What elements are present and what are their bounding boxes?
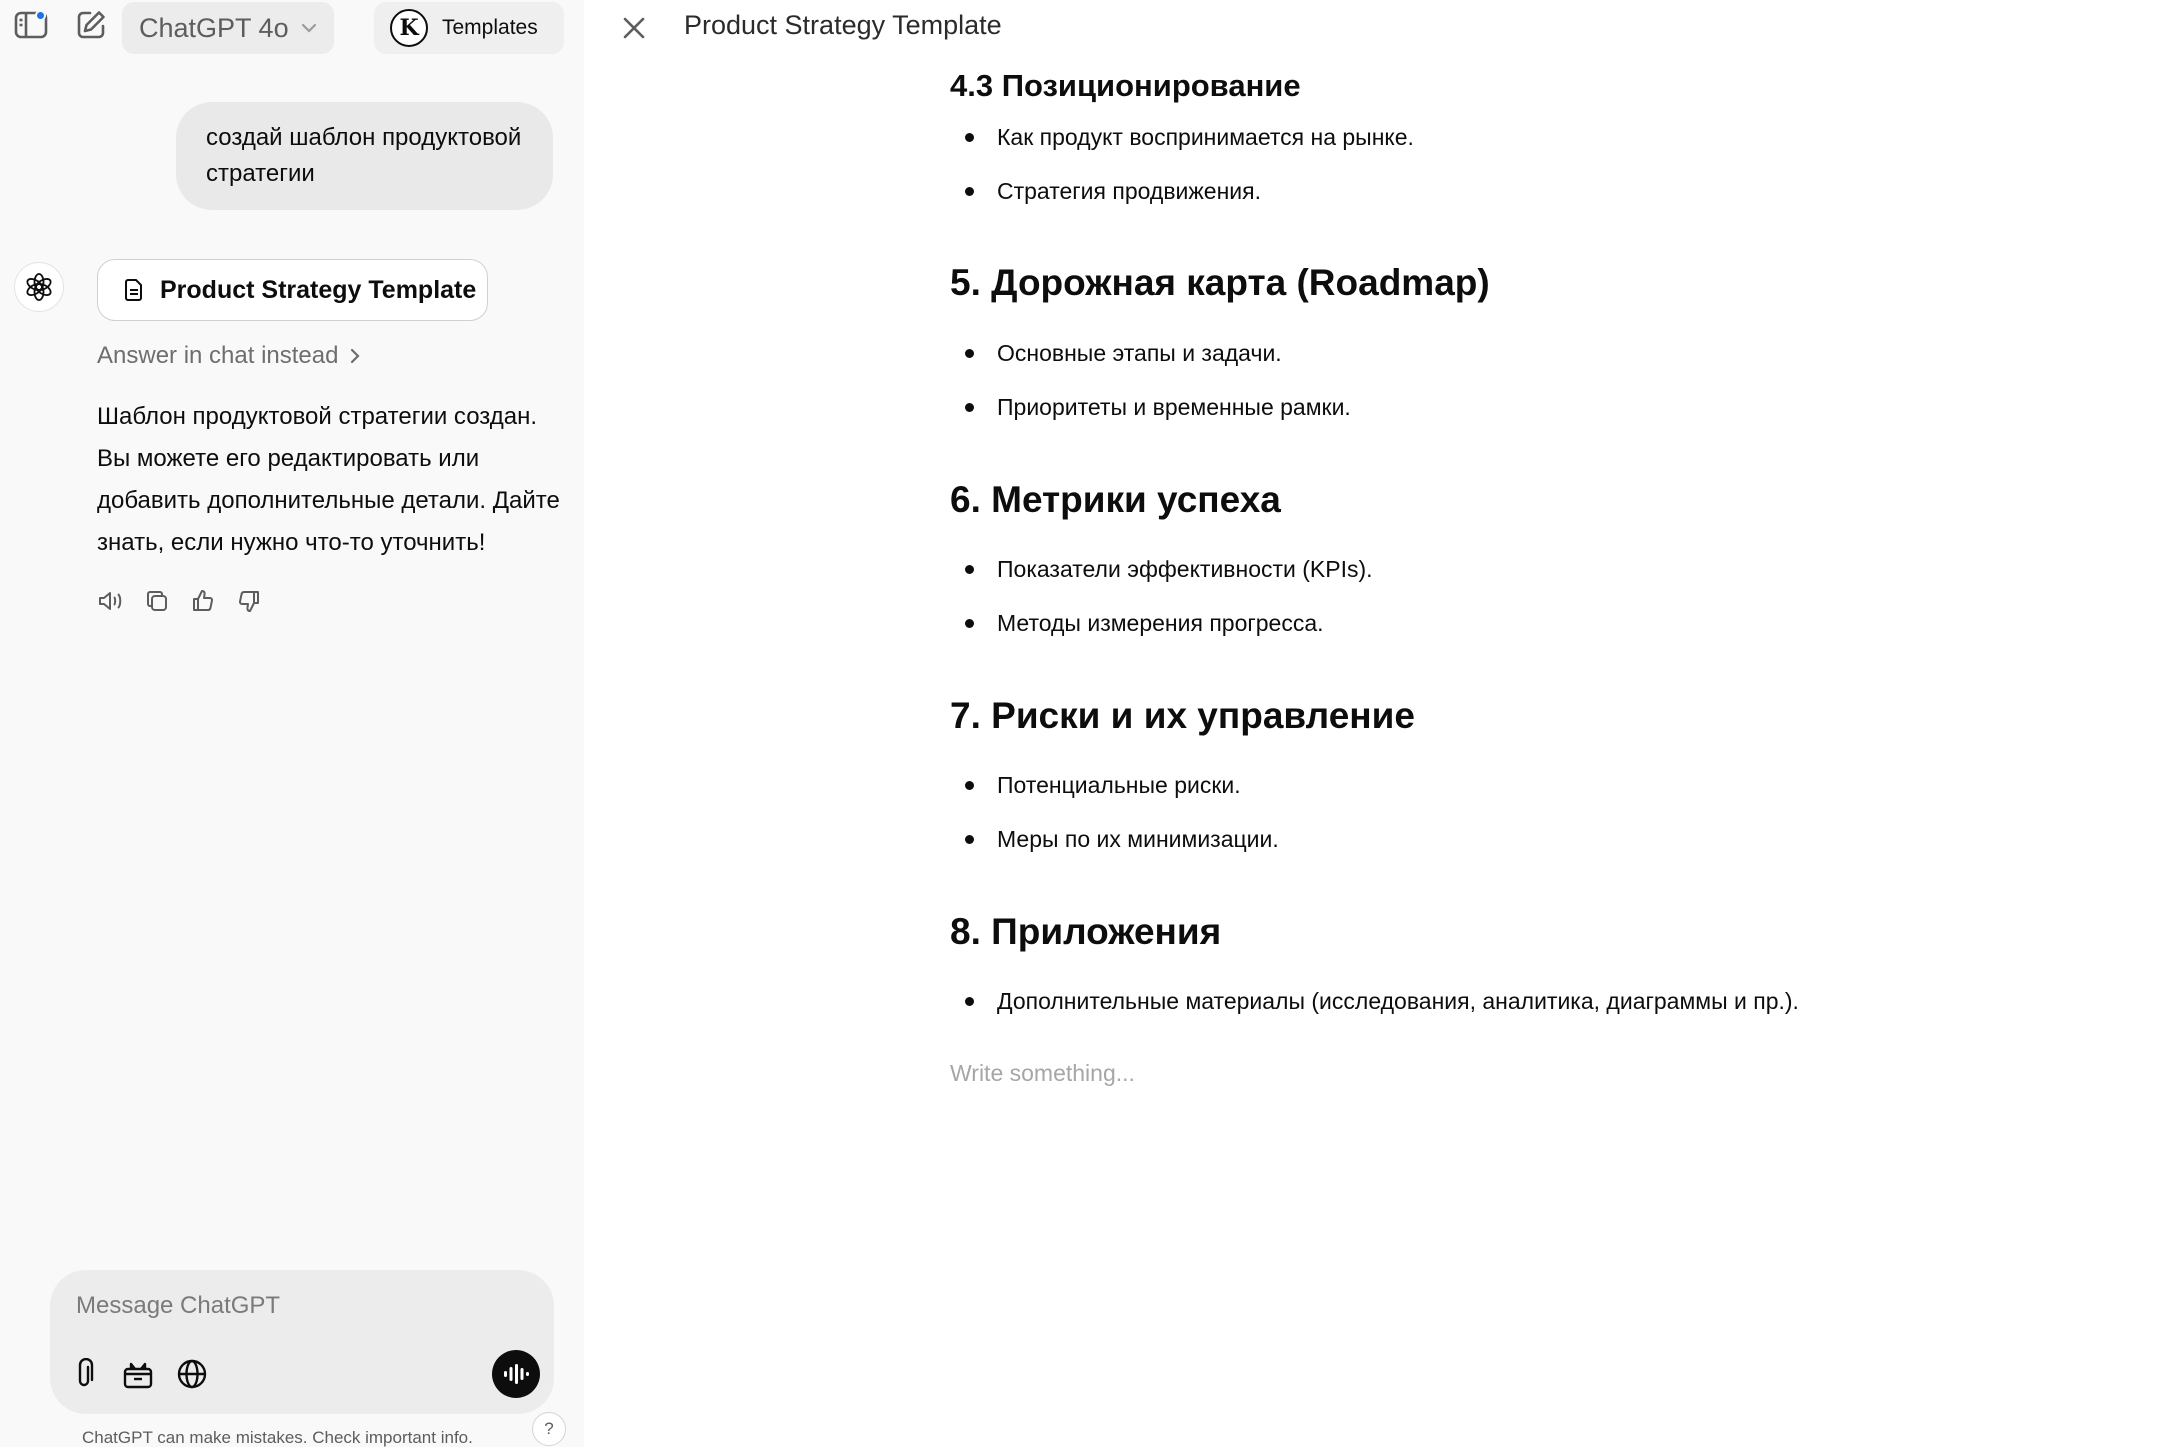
answer-in-chat-label: Answer in chat instead [97, 342, 339, 369]
message-composer [50, 1270, 554, 1414]
chevron-down-icon [301, 23, 317, 33]
section-heading: 4.3 Позиционирование [950, 68, 1301, 103]
user-message: создай шаблон продуктовой стратегии [176, 102, 553, 210]
assistant-message: Шаблон продуктовой стратегии создан. Вы можете его редактировать или добавить дополнительные детали. Дайте знать, если нужно что-то уточнить! [97, 403, 560, 556]
list-item: Основные этапы и задачи. [950, 340, 1282, 367]
section-heading: 8. Приложения [950, 911, 1222, 952]
list-item: Потенциальные риски. [950, 772, 1241, 799]
chevron-right-icon [350, 348, 360, 364]
web-search-button[interactable] [174, 1356, 210, 1392]
list-item: Дополнительные материалы (исследования, аналитика, диаграммы и пр.). [950, 988, 1799, 1015]
list-item: Методы измерения прогресса. [950, 610, 1324, 637]
speaker-icon [97, 589, 125, 613]
openai-logo-icon [24, 272, 54, 302]
globe-icon [176, 1358, 208, 1390]
help-button[interactable]: ? [532, 1412, 566, 1446]
section-heading: 5. Дорожная карта (Roadmap) [950, 262, 1490, 303]
canvas-document-card[interactable] [97, 259, 488, 321]
copy-icon [145, 589, 169, 613]
list-item: Меры по их минимизации. [950, 826, 1279, 853]
document-icon [124, 278, 144, 302]
chat-panel [0, 0, 584, 1447]
new-chat-button[interactable] [72, 6, 110, 44]
canvas-card-title: Product Strategy Template [160, 275, 477, 304]
bad-response-button[interactable] [235, 584, 263, 618]
model-selector[interactable] [122, 2, 334, 54]
attach-button[interactable] [66, 1356, 102, 1392]
list-item: Показатели эффективности (KPIs). [950, 556, 1373, 583]
gpt-name: Templates [442, 16, 538, 39]
answer-in-chat-link[interactable] [97, 342, 360, 370]
message-input[interactable] [76, 1292, 516, 1320]
thumbs-down-icon [237, 589, 261, 613]
thumbs-up-icon [191, 589, 215, 613]
list-item: Стратегия продвижения. [950, 178, 1261, 205]
write-placeholder[interactable]: Write something... [950, 1060, 1135, 1086]
copy-button[interactable] [143, 584, 171, 618]
assistant-avatar [14, 262, 64, 312]
section-heading: 7. Риски и их управление [950, 695, 1415, 736]
toolbox-icon [122, 1358, 154, 1390]
message-actions [97, 584, 263, 618]
tools-button[interactable] [120, 1356, 156, 1392]
model-name: ChatGPT 4o [139, 12, 289, 43]
canvas-panel [584, 0, 2176, 1447]
list-item: Приоритеты и временные рамки. [950, 394, 1351, 421]
gpt-chip-templates[interactable] [374, 2, 564, 54]
paperclip-icon [73, 1358, 95, 1390]
edit-icon [75, 9, 107, 41]
voice-icon [503, 1363, 529, 1385]
canvas-title: Product Strategy Template [684, 10, 1002, 40]
close-canvas-button[interactable] [614, 8, 654, 48]
close-icon [622, 16, 646, 40]
read-aloud-button[interactable] [97, 584, 125, 618]
disclaimer-text: ChatGPT can make mistakes. Check important info. [82, 1428, 473, 1447]
list-item: Как продукт воспринимается на рынке. [950, 124, 1414, 151]
gpt-avatar: K [390, 9, 428, 47]
good-response-button[interactable] [189, 584, 217, 618]
sidebar-toggle-button[interactable] [12, 6, 50, 44]
voice-mode-button[interactable] [492, 1350, 540, 1398]
chat-topbar [0, 0, 584, 52]
section-heading: 6. Метрики успеха [950, 479, 1281, 520]
notification-dot [35, 10, 46, 21]
